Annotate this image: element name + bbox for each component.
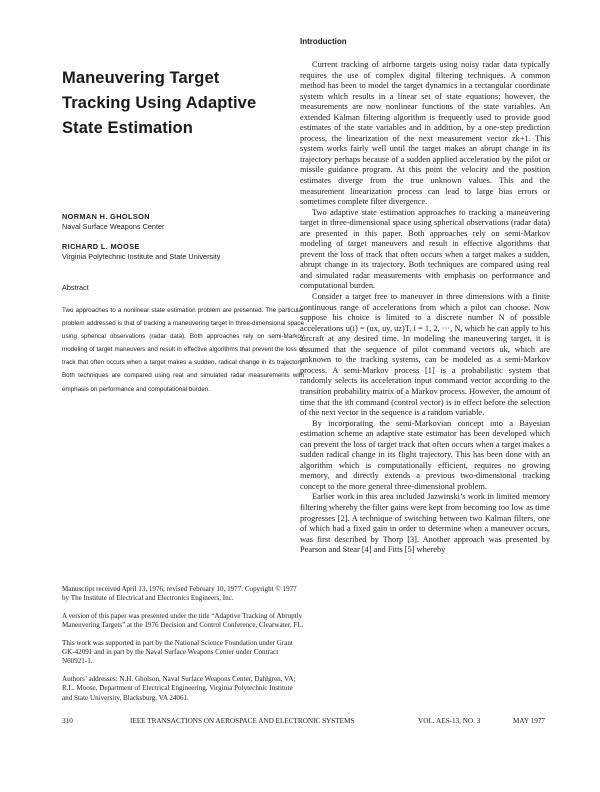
footnotes — [62, 585, 304, 711]
author-affiliation: Naval Surface Weapons Center — [62, 222, 165, 231]
introduction-body — [300, 60, 550, 556]
author-name: RICHARD L. MOOSE — [62, 242, 140, 251]
volume-info: VOL. AES-13, NO. 3 — [418, 717, 481, 725]
issue-date: MAY 1977 — [513, 717, 546, 725]
abstract-heading: Abstract — [62, 283, 89, 292]
journal-name: IEEE TRANSACTIONS ON AEROSPACE AND ELECTRONIC SYSTEMS — [130, 717, 355, 725]
footnote: Manuscript received April 13, 1976; revised February 10, 1977. Copyright © 1977 by The Institute of Electrical and Electronics Engineers, Inc. — [62, 585, 297, 603]
paragraph: Earlier work in this area included Jazwinski’s work in limited memory filtering whereby the filter gains were kept from becoming too low as time progresses [2]. A technique of switching between two Kalman filters, one of which had a fixed gain in order to determine when a maneuver occurs, was first described by Thorp [3]. Another approach was presented by Pearson and Stear [4] and Fitts [5] whereby — [300, 492, 550, 555]
abstract-text: Two approaches to a nonlinear state estimation problem are presented. The particular problem addressed is that of tracking a maneuvering target in three-dimensional space using spherical observations (radar data). Both approaches rely on semi-Markov modeling of target maneuvers and result in effective algorithms that prevent the loss of track that often occurs when a target makes a sudden, radical change in its trajectory. Both techniques are compared using real and simulated radar measurements with emphasis on performance and computational burden. — [62, 307, 304, 393]
footnote: This work was supported in part by the National Science Foundation under Grant GK-42091 and in part by the Naval Surface Weapons Center under Contract N60921-1. — [62, 638, 293, 666]
footnote: Authors’ addresses: N.H. Gholson, Naval Surface Weapons Center, Dahlgren, VA; R.L. Moose, Department of Electrical Engineering, Virginia Polytechnic Institute and State University, Blacksburg, VA 24061. — [62, 674, 296, 702]
paragraph: Current tracking of airborne targets using noisy radar data typically requires the use of complex digital filtering techniques. A common method has been to model the target dynamics in a rectangular coordinate system which results in a linear set of state equations; however, the measurements are now nonlinear functions of the state variables. An extended Kalman filtering algorithm is frequently used to provide good estimates of the state variables and in addition, by a one-step prediction process, the linearization of the next measurement vector zk+1. This system works fairly well until the target makes an abrupt change in its trajectory perhaps because of a sudden applied acceleration by the pilot or missile guidance program. At this point the velocity and the position estimates diverge from the true unknown values. This and the measurement linearization process can lead to large bias errors or sometimes complete filter divergence. — [300, 60, 550, 207]
author-name: NORMAN H. GHOLSON — [62, 212, 150, 221]
author-block-1 — [62, 212, 164, 232]
section-heading: Introduction — [300, 37, 347, 46]
author-affiliation: Virginia Polytechnic Institute and State University — [62, 252, 221, 261]
paragraph: Two adaptive state estimation approaches to tracking a maneuvering target in three-dimensional space using spherical observations (radar data) are presented in this paper. Both approaches rely on semi-Markov modeling of target maneuvers and result in effective algorithms that prevent the loss of track that often occurs when a target makes a sudden, abrupt change in its trajectory. Both techniques are compared using real and simulated radar measurements with emphasis on performance and computational burden. — [300, 207, 550, 291]
paper-title: Maneuvering Target Tracking Using Adaptive State Estimation — [62, 69, 257, 137]
page-number: 310 — [62, 717, 73, 725]
footnote: A version of this paper was presented under the title “Adaptive Tracking of Abruptly Maneuvering Targets” at the 1976 Decision and Control Conference, Clearwater, FL. — [62, 611, 304, 630]
author-block-2 — [62, 242, 220, 262]
paragraph: By incorporating the semi-Markovian concept into a Bayesian estimation scheme an adaptive state estimator has been developed which can prevent the loss of target track that often occurs when a target makes a sudden radical change in its flight trajectory. This has been done with an algorithm which is computationally efficient, requires no growing memory, and directly extends a previous two-dimensional tracking concept to the more general three-dimensional problem. — [300, 418, 550, 491]
paragraph: Consider a target free to maneuver in three dimensions with a finite continuous range of accelerations from which a pilot can choose. Now suppose his choice is limited to a discrete number N of possible accelerations u(i) = (ux, uy, uz)T, i = 1, 2, ···, N, which he can apply to his aircraft at any desired time. In modeling the maneuvering target, it is assumed that the sequence of pilot command vectors uk, which are unknown to the tracking systems, can be modeled as a semi-Markov process. A semi-Markov process [1] is a probabilistic system that randomly selects its acceleration input command vector according to the transition probability matrix of a Markov process. However, the amount of time that the ith command (control vector) is in effect before the selection of the next vector in the sequence is a random variable. — [300, 292, 550, 418]
